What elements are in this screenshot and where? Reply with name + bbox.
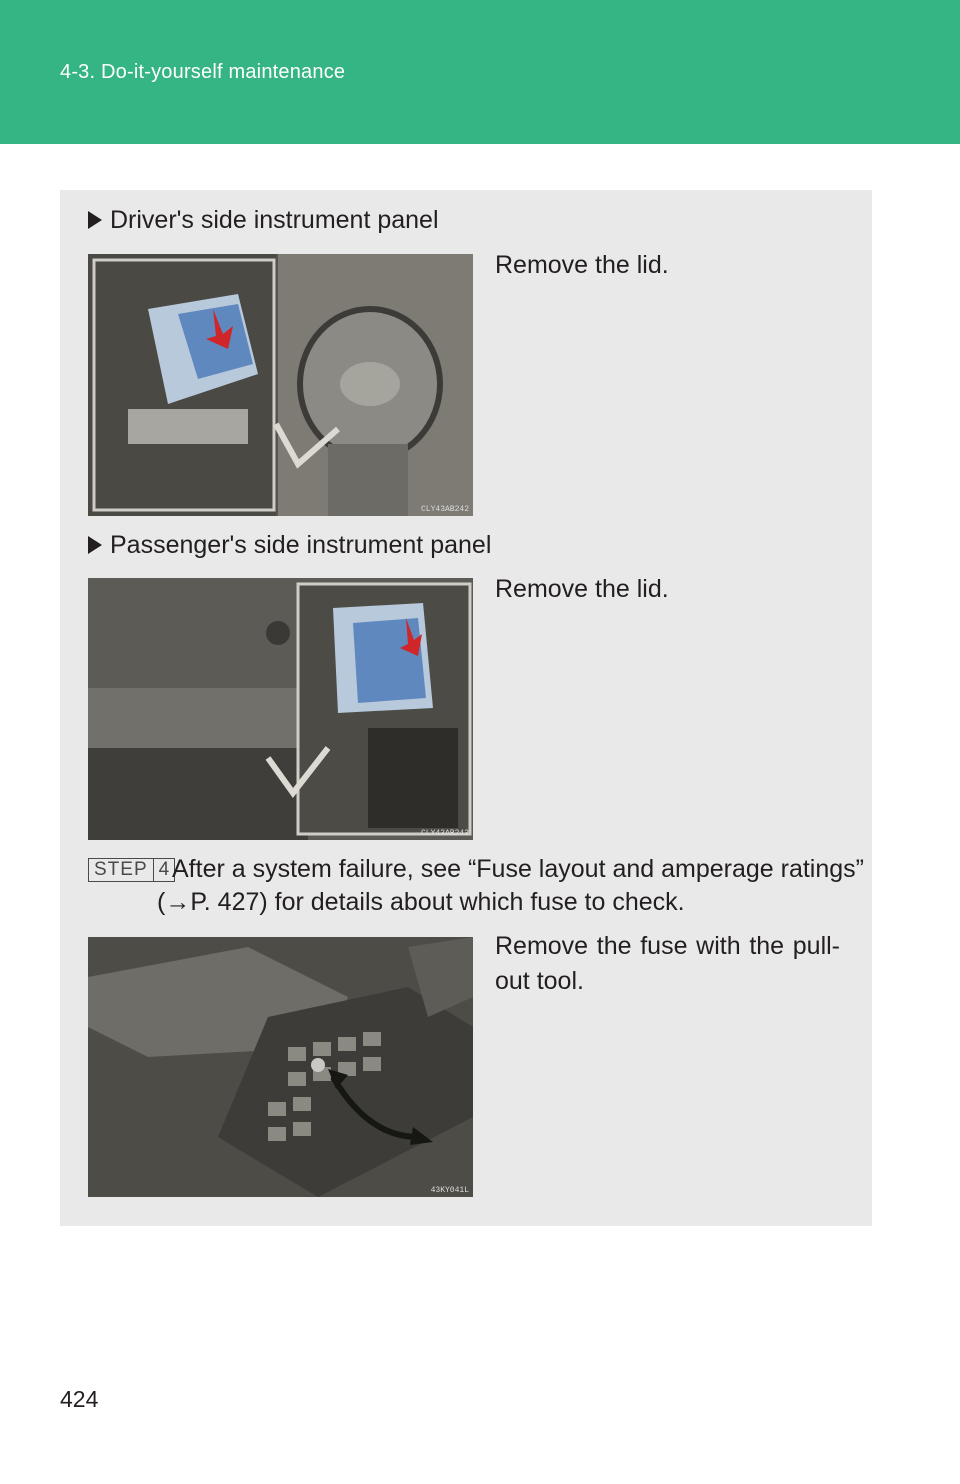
step-4-badge: STEP 4 [88,858,175,882]
passenger-side-caption: Remove the lid. [495,575,669,603]
triangle-bullet-icon [88,536,102,554]
pull-out-tool-photo [88,937,473,1197]
image-code: CLY43AB243 [420,829,469,838]
content-panel [60,190,872,1226]
step-4-text-line2: (→P. 427) for details about which fuse to check. [157,888,685,916]
image-code: 43KY041L [430,1186,469,1195]
driver-side-heading-text: Driver's side instrument panel [110,206,439,234]
pull-out-tool-icon [88,937,473,1197]
section-title: 4-3. Do-it-yourself maintenance [60,61,346,83]
driver-side-photo [88,254,473,516]
step-5-caption-line2: out tool. [495,967,584,995]
triangle-bullet-icon [88,211,102,229]
header-bar [0,0,960,144]
page-number: 424 [60,1386,99,1412]
driver-side-caption: Remove the lid. [495,251,669,279]
step-4-text-line1: After a system failure, see “Fuse layout and amperage ratings” [172,855,864,883]
fuse-box-lid-driver-icon [88,254,473,516]
arrow-right-icon: → [165,888,191,916]
passenger-side-heading [88,531,491,560]
fuse-box-lid-passenger-icon [88,578,473,840]
step-5-caption-line1: Remove the fuse with the pull- [495,932,840,960]
passenger-side-photo [88,578,473,840]
image-code: CLY43AB242 [420,505,469,514]
passenger-side-heading-text: Passenger's side instrument panel [110,531,492,559]
driver-side-heading [88,206,439,235]
